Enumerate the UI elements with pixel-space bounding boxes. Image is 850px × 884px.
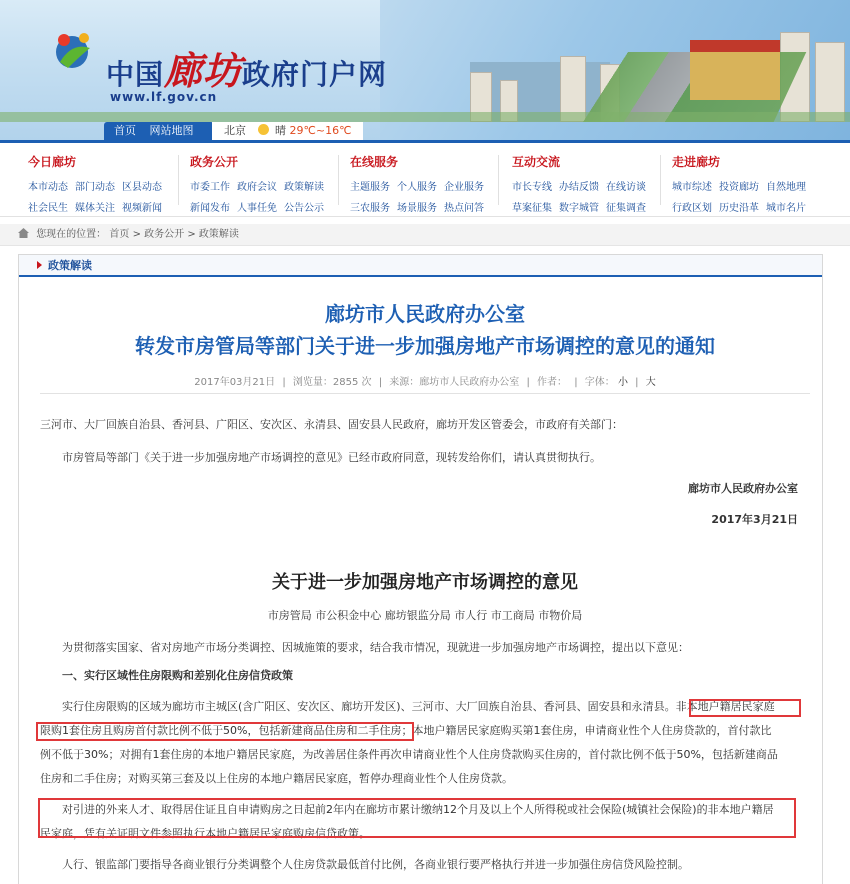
menu-link[interactable]: 城市名片 — [766, 203, 806, 214]
breadcrumb-label: 您现在的位置： — [36, 229, 107, 240]
breadcrumb-sep: > — [132, 229, 141, 240]
para1-line: 例不低于30%；对拥有1套住房的本地户籍居民家庭，为改善居住条件再次申请商业性个人住房贷款购买住房的，首付款比例不低于50%，包括新建商品 — [40, 748, 778, 761]
breadcrumb-current[interactable]: 政策解读 — [198, 229, 239, 240]
menu-group-title[interactable]: 互动交流 — [512, 155, 561, 169]
menu-group-title[interactable]: 政务公开 — [190, 155, 239, 169]
source-label: 来源： — [389, 377, 420, 388]
article-title-line2: 转发市房管局等部门关于进一步加强房地产市场调控的意见的通知 — [135, 334, 715, 358]
meta-divider — [40, 393, 810, 394]
menu-group-title[interactable]: 在线服务 — [350, 155, 399, 169]
font-large-button[interactable]: 大 — [645, 377, 656, 388]
menu-link[interactable]: 视频新闻 — [122, 203, 162, 214]
article-notice: 市房管局等部门《关于进一步加强房地产市场调控的意见》已经市政府同意，现转发给你们，请认真贯彻执行。 — [62, 451, 601, 464]
menu-link[interactable]: 本市动态 — [28, 182, 68, 193]
menu-link[interactable]: 行政区划 — [672, 203, 712, 214]
menu-group-title[interactable]: 走进廊坊 — [672, 155, 721, 169]
menu-link[interactable]: 城市综述 — [672, 182, 712, 193]
menu-link[interactable]: 办结反馈 — [559, 182, 599, 193]
menu-link[interactable]: 人事任免 — [237, 203, 277, 214]
weather-widget — [212, 122, 363, 140]
source-value: 廊坊市人民政府办公室 — [419, 377, 520, 388]
weather-condition: 晴 — [275, 124, 286, 137]
highlight-box — [689, 699, 801, 717]
menu-link[interactable]: 草案征集 — [512, 203, 552, 214]
article-signature: 廊坊市人民政府办公室 — [688, 482, 798, 495]
highlight-box — [38, 798, 796, 838]
menu-link[interactable]: 三农服务 — [350, 203, 390, 214]
menu-link[interactable]: 个人服务 — [397, 182, 437, 193]
menu-link[interactable]: 新闻发布 — [190, 203, 230, 214]
breadcrumb-sep: > — [187, 229, 196, 240]
menu-link[interactable]: 公告公示 — [284, 203, 324, 214]
logo-url: www.lf.gov.cn — [110, 90, 218, 104]
font-label: 字体： — [584, 377, 615, 388]
menu-link[interactable]: 主题服务 — [350, 182, 390, 193]
views-label: 浏览量： — [292, 377, 333, 388]
menu-group-interact — [512, 153, 653, 220]
logo-title: 中国廊坊政府门户网 — [106, 48, 388, 93]
article-sign-date: 2017年3月21日 — [711, 513, 798, 526]
para2-line: 对引进的外来人才、取得居住证且自申请购房之日起前2年内在廊坊市累计缴纳12个月及以上个人所得税或社会保险(城镇社会保险)的非本地户籍居 — [62, 803, 774, 816]
menu-link[interactable]: 场景服务 — [397, 203, 437, 214]
para1-line: 住房和二手住房；对购买第三套及以上住房的本地户籍居民家庭，暂停办理商业性个人住房贷款。 — [40, 772, 513, 785]
views-unit: 次 — [361, 377, 372, 388]
menu-group-today — [28, 153, 169, 220]
menu-link[interactable]: 市长专线 — [512, 182, 552, 193]
para1-text: ；本地户籍居民家庭购买第1套住房，申请商业性个人住房贷款的，首付款比 — [401, 724, 772, 737]
section-title: 政策解读 — [48, 259, 92, 272]
menu-group-title[interactable]: 今日廊坊 — [28, 155, 77, 169]
menu-link[interactable]: 部门动态 — [75, 182, 115, 193]
opinion-departments: 市房管局 市公积金中心 廊坊银监分局 市人行 市工商局 市物价局 — [267, 609, 583, 622]
menu-link[interactable]: 自然地理 — [766, 182, 806, 193]
opinion-title: 关于进一步加强房地产市场调控的意见 — [272, 572, 578, 593]
author-label: 作者： — [537, 377, 568, 388]
menu-link[interactable]: 社会民生 — [28, 203, 68, 214]
para1-highlight: 限购1套住房且购房首付款比例不低于50%，包括新建商品住房和二手住房 — [40, 724, 402, 737]
section1-title: 一、实行区域性住房限购和差别化住房信贷政策 — [62, 669, 293, 682]
main-menu — [0, 143, 850, 217]
font-small-button[interactable]: 小 — [617, 377, 628, 388]
article-recipients: 三河市、大厂回族自治县、香河县、广阳区、安次区、永清县、固安县人民政府，廊坊开发区管委会，市政府有关部门： — [40, 418, 623, 431]
para1-line — [62, 695, 775, 719]
para3: 人行、银监部门要指导各商业银行分类调整个人住房贷款最低首付比例，各商业银行要严格执行并进一步加强住房信贷风险控制。 — [62, 858, 689, 871]
menu-link[interactable]: 市委工作 — [190, 182, 230, 193]
banner-temple — [690, 40, 780, 100]
menu-group-service — [350, 153, 491, 220]
breadcrumb-gov[interactable]: 政务公开 — [144, 229, 185, 240]
para1-highlight: 非本地户籍居民家庭 — [675, 700, 775, 713]
menu-link[interactable]: 在线访谈 — [606, 182, 646, 193]
top-bar — [0, 122, 850, 140]
views-count: 2855 — [332, 377, 359, 388]
banner-grass — [0, 112, 850, 122]
menu-divider — [338, 155, 339, 205]
article-title-line1: 廊坊市人民政府办公室 — [325, 302, 525, 326]
menu-link[interactable]: 投资廊坊 — [719, 182, 759, 193]
menu-link[interactable]: 政府会议 — [237, 182, 277, 193]
menu-link[interactable]: 媒体关注 — [75, 203, 115, 214]
menu-divider — [178, 155, 179, 205]
top-nav — [104, 122, 214, 140]
menu-divider — [498, 155, 499, 205]
site-logo[interactable] — [50, 18, 410, 104]
nav-home-link[interactable]: 首页 — [114, 124, 136, 137]
sun-icon — [258, 124, 269, 135]
weather-city: 北京 — [224, 124, 246, 137]
menu-link[interactable]: 数字城管 — [559, 203, 599, 214]
menu-link[interactable]: 历史沿革 — [719, 203, 759, 214]
triangle-icon — [37, 261, 42, 269]
nav-sitemap-link[interactable]: 网站地图 — [149, 124, 194, 137]
menu-link[interactable]: 区县动态 — [122, 182, 162, 193]
para1-text: 实行住房限购的区域为廊坊市主城区(含广阳区、安次区、廊坊开发区)、三河市、大厂回族自治县、香河县、固安县和永清县。 — [62, 700, 676, 713]
menu-divider — [660, 155, 661, 205]
para2-line: 民家庭，凭有关证明文件参照执行本地户籍居民家庭购房信贷政策。 — [40, 827, 370, 840]
article-date: 2017年03月21日 — [194, 377, 276, 388]
menu-link[interactable]: 热点问答 — [444, 203, 484, 214]
home-icon — [18, 228, 29, 238]
banner-building — [815, 42, 845, 122]
menu-group-gov — [190, 153, 331, 220]
section-header — [19, 255, 822, 277]
highlight-box — [36, 722, 414, 741]
menu-link[interactable]: 征集调查 — [606, 203, 646, 214]
breadcrumb — [0, 224, 850, 246]
menu-link[interactable]: 政策解读 — [284, 182, 324, 193]
weather-temp: 29℃~16℃ — [289, 124, 352, 137]
header-banner — [0, 0, 850, 140]
menu-link[interactable]: 企业服务 — [444, 182, 484, 193]
opinion-intro: 为贯彻落实国家、省对房地产市场分类调控、因城施策的要求，结合我市情况，现就进一步加强房地产市场调控，提出以下意见： — [62, 641, 689, 654]
article-meta: 2017年03月21日 | 浏览量：2855 次 | 来源：廊坊市人民政府办公室 | 作者： | 字体： 小 | 大 — [194, 377, 656, 388]
logo-emblem-icon — [50, 26, 98, 74]
menu-group-about — [672, 153, 813, 220]
breadcrumb-home[interactable]: 首页 — [109, 229, 130, 240]
